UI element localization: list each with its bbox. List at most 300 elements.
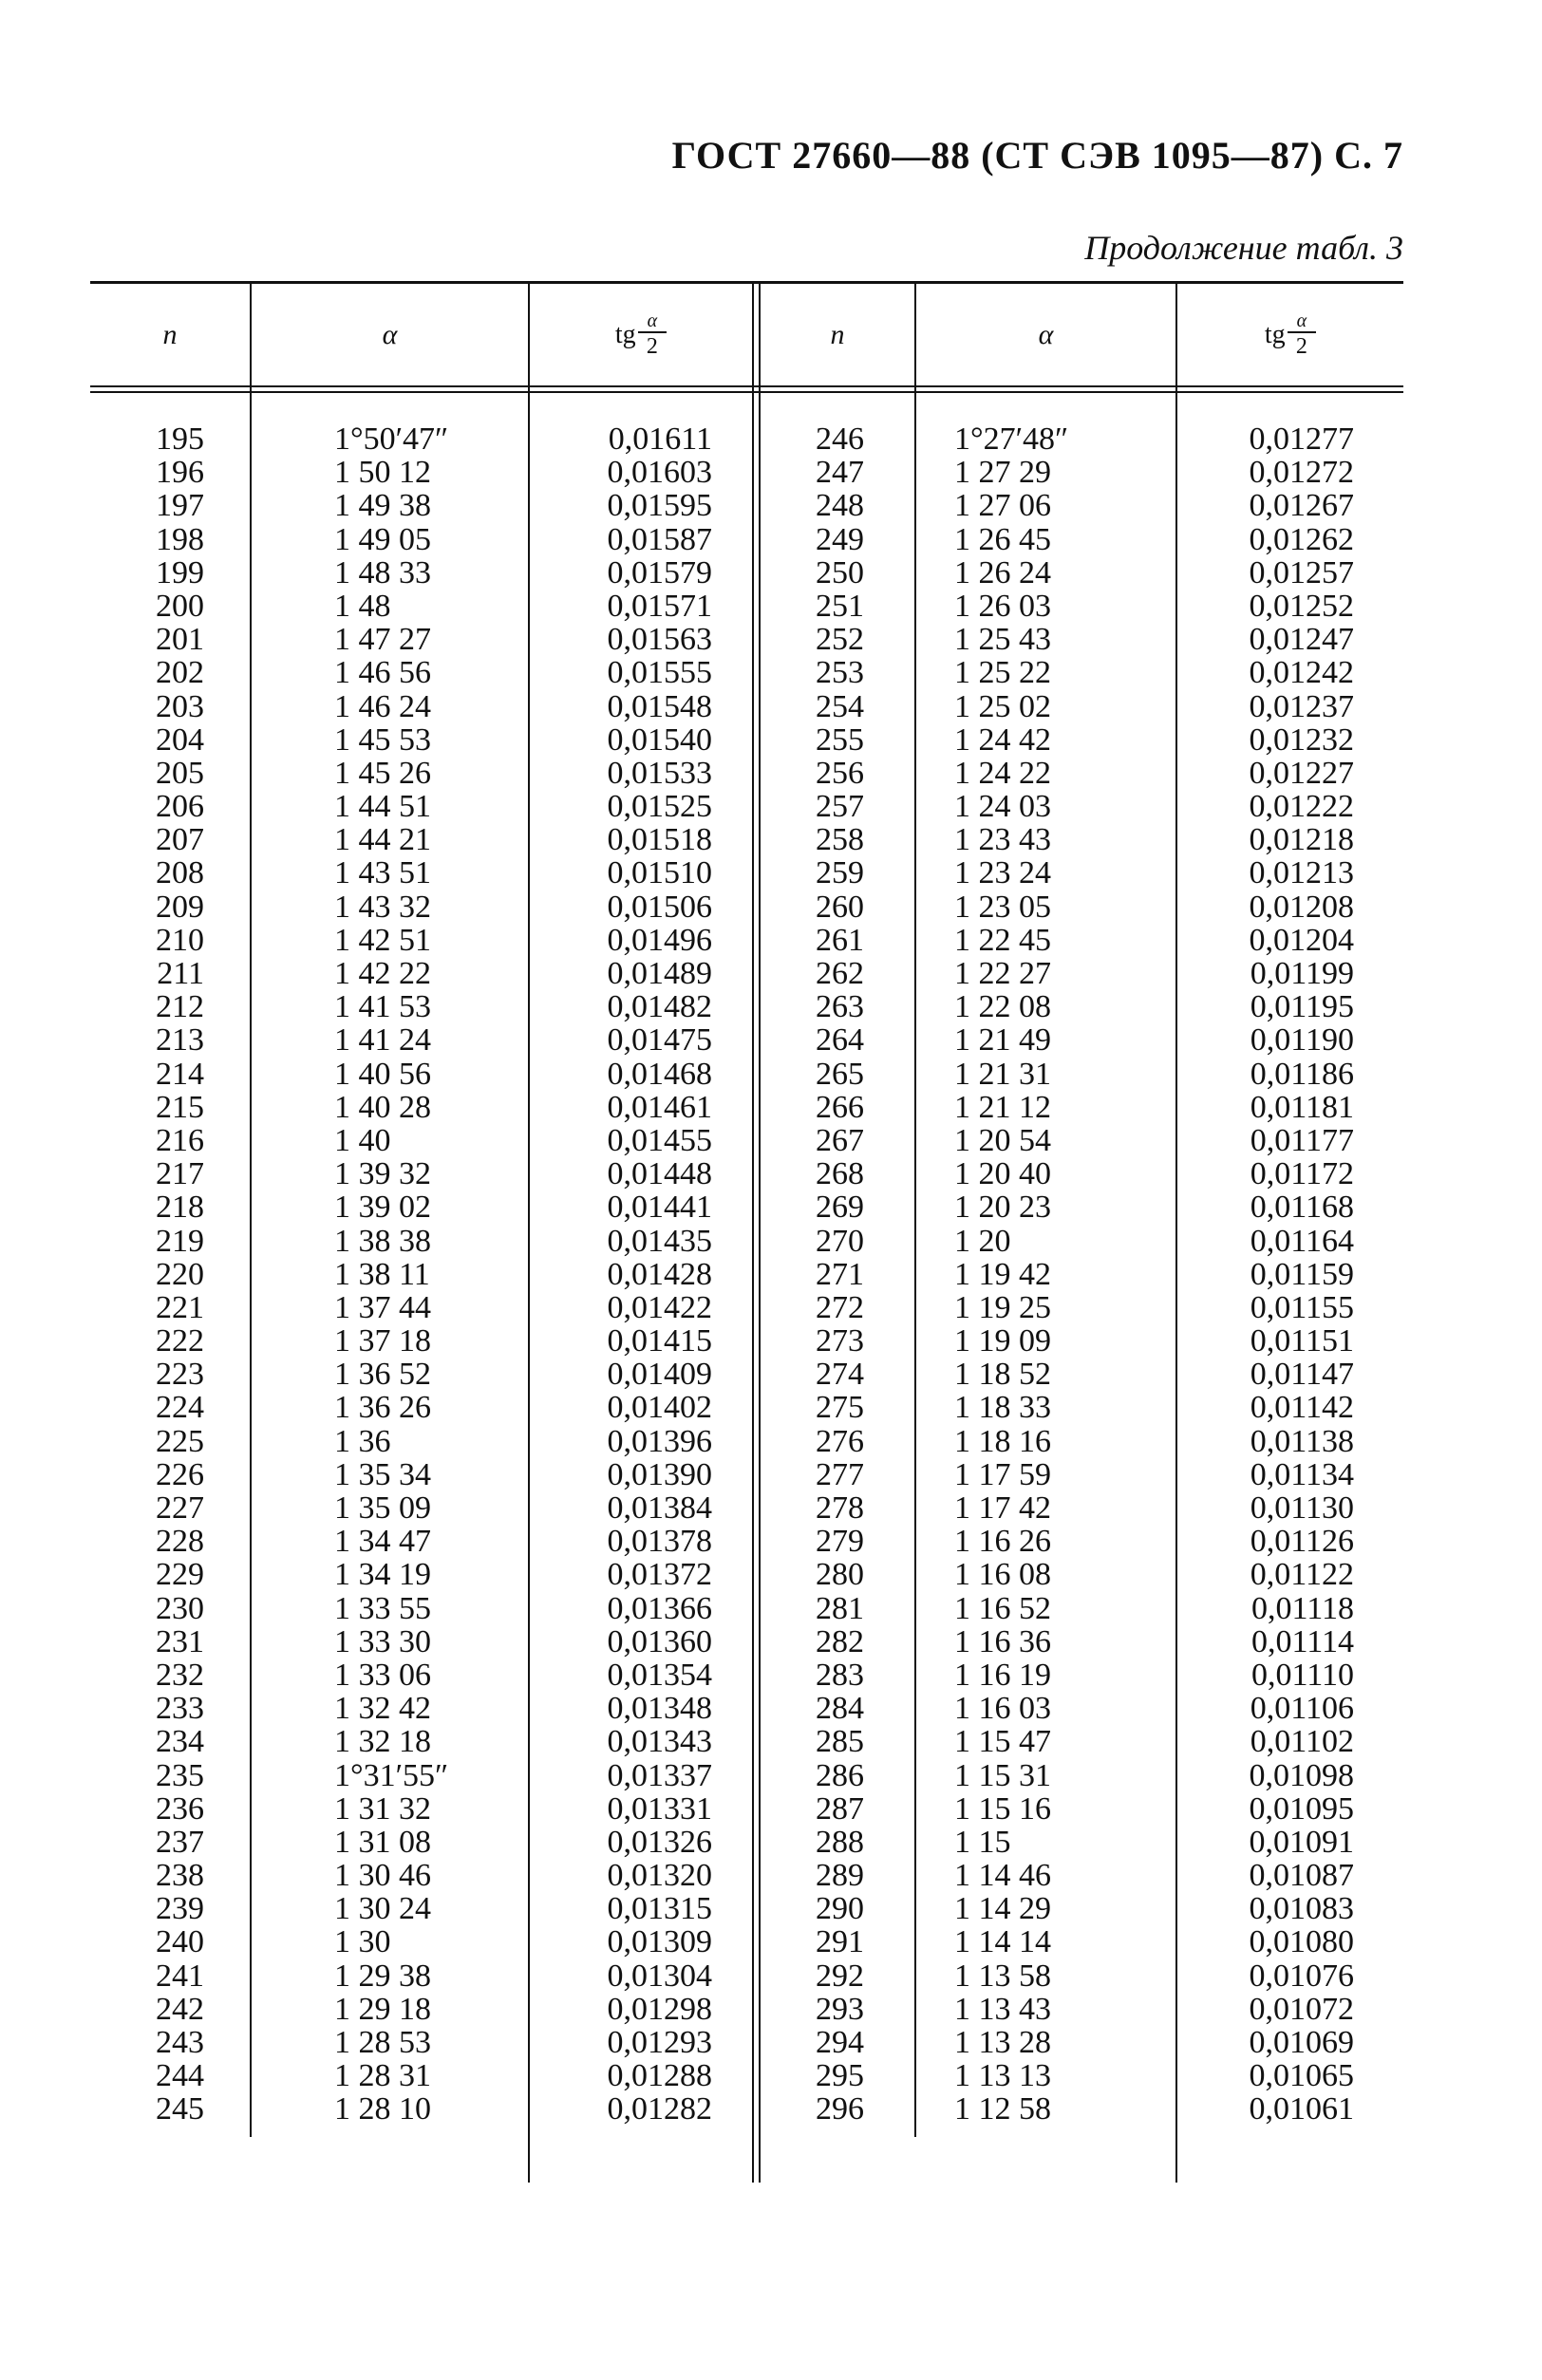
table-cell: 0,01343 bbox=[607, 1724, 712, 1760]
table-cell: 1 39 02 bbox=[334, 1190, 431, 1226]
table-cell: 244 bbox=[156, 2058, 204, 2094]
table-cell: 290 bbox=[816, 1891, 864, 1927]
table-cell: 0,01080 bbox=[1249, 1924, 1354, 1960]
table-cell: 210 bbox=[156, 922, 204, 958]
table-cell: 1 18 16 bbox=[954, 1423, 1051, 1459]
table-cell: 280 bbox=[816, 1557, 864, 1593]
table-cell: 198 bbox=[156, 521, 204, 557]
table-cell: 218 bbox=[156, 1190, 204, 1226]
table-cell: 0,01293 bbox=[607, 2025, 712, 2060]
table-cell: 0,01065 bbox=[1249, 2058, 1354, 2094]
table-cell: 1 46 56 bbox=[334, 655, 431, 691]
table-cell: 0,01337 bbox=[607, 1757, 712, 1793]
table-cell: 0,01138 bbox=[1250, 1423, 1354, 1459]
table-cell: 276 bbox=[816, 1423, 864, 1459]
table-cell: 1 26 24 bbox=[954, 554, 1051, 590]
table-cell: 259 bbox=[816, 855, 864, 891]
table-cell: 1 41 53 bbox=[334, 989, 431, 1025]
table-cell: 203 bbox=[156, 688, 204, 724]
table-cell: 1 34 19 bbox=[334, 1557, 431, 1593]
table-cell: 1 13 13 bbox=[954, 2058, 1051, 2094]
table-cell: 213 bbox=[156, 1022, 204, 1059]
table-cell: 220 bbox=[156, 1256, 204, 1292]
table-cell: 0,01603 bbox=[607, 455, 712, 491]
table-cell: 1 22 27 bbox=[954, 956, 1051, 991]
table-cell: 0,01222 bbox=[1249, 789, 1354, 825]
table-cell: 229 bbox=[156, 1557, 204, 1593]
table-cell: 294 bbox=[816, 2025, 864, 2060]
table-cell: 258 bbox=[816, 822, 864, 858]
table-cell: 1 37 18 bbox=[334, 1323, 431, 1359]
table-cell: 0,01441 bbox=[607, 1190, 712, 1226]
table-cell: 0,01378 bbox=[607, 1524, 712, 1560]
table-cell: 0,01525 bbox=[607, 789, 712, 825]
table-cell: 1 23 05 bbox=[954, 889, 1051, 925]
table-cell: 281 bbox=[816, 1590, 864, 1626]
table-cell: 206 bbox=[156, 789, 204, 825]
table-cell: 270 bbox=[816, 1223, 864, 1259]
table-cell: 251 bbox=[816, 588, 864, 624]
table-cell: 1 28 53 bbox=[334, 2025, 431, 2060]
table-cell: 295 bbox=[816, 2058, 864, 2094]
table-cell: 0,01155 bbox=[1250, 1289, 1354, 1325]
table-cell: 1 18 52 bbox=[954, 1357, 1051, 1393]
table-cell: 0,01298 bbox=[607, 1991, 712, 2027]
table-cell: 0,01186 bbox=[1250, 1056, 1354, 1092]
table-cell: 204 bbox=[156, 721, 204, 758]
table-center-divider bbox=[752, 284, 754, 2183]
table-cell: 0,01126 bbox=[1250, 1524, 1354, 1560]
table-cell: 1 38 11 bbox=[334, 1256, 430, 1292]
table-cell: 196 bbox=[156, 455, 204, 491]
table-cell: 0,01448 bbox=[607, 1156, 712, 1192]
table-cell: 0,01533 bbox=[607, 755, 712, 791]
table-cell: 0,01267 bbox=[1249, 488, 1354, 524]
table-cell: 0,01227 bbox=[1249, 755, 1354, 791]
table-cell: 252 bbox=[816, 622, 864, 658]
table-cell: 1 16 26 bbox=[954, 1524, 1051, 1560]
table-cell: 249 bbox=[816, 521, 864, 557]
table-cell: 1 20 54 bbox=[954, 1122, 1051, 1158]
table-cell: 228 bbox=[156, 1524, 204, 1560]
column-tg-left bbox=[532, 422, 712, 2127]
table-cell: 274 bbox=[816, 1357, 864, 1393]
table-cell: 1 13 58 bbox=[954, 1958, 1051, 1994]
table-cell: 1 28 31 bbox=[334, 2058, 431, 2094]
table-cell: 254 bbox=[816, 688, 864, 724]
table-cell: 1 22 45 bbox=[954, 922, 1051, 958]
table-cell: 1 17 42 bbox=[954, 1490, 1051, 1526]
table-cell: 0,01218 bbox=[1249, 822, 1354, 858]
table-cell: 0,01213 bbox=[1249, 855, 1354, 891]
table-cell: 0,01106 bbox=[1250, 1691, 1354, 1727]
table-cell: 288 bbox=[816, 1824, 864, 1860]
table-cell: 0,01304 bbox=[607, 1958, 712, 1994]
table-cell: 0,01331 bbox=[607, 1790, 712, 1827]
table-cell: 0,01595 bbox=[607, 488, 712, 524]
table-cell: 278 bbox=[816, 1490, 864, 1526]
table-cell: 0,01482 bbox=[607, 989, 712, 1025]
table-cell: 0,01468 bbox=[607, 1056, 712, 1092]
table-cell: 1 13 43 bbox=[954, 1991, 1051, 2027]
table-cell: 1 37 44 bbox=[334, 1289, 431, 1325]
table-cell: 0,01372 bbox=[607, 1557, 712, 1593]
table-cell: 216 bbox=[156, 1122, 204, 1158]
column-n-left bbox=[90, 422, 204, 2127]
table-cell: 1 21 31 bbox=[954, 1056, 1051, 1092]
table-cell: 0,01282 bbox=[607, 2091, 712, 2127]
table-cell: 1 15 bbox=[954, 1824, 1011, 1860]
table-cell: 1 45 26 bbox=[334, 755, 431, 791]
table-cell: 266 bbox=[816, 1089, 864, 1125]
table-cell: 1 30 24 bbox=[334, 1891, 431, 1927]
table-cell: 1 16 19 bbox=[954, 1657, 1051, 1693]
table-cell: 241 bbox=[156, 1958, 204, 1994]
table-cell: 212 bbox=[156, 989, 204, 1025]
table-cell: 1 14 29 bbox=[954, 1891, 1051, 1927]
table-cell: 207 bbox=[156, 822, 204, 858]
table-cell: 0,01428 bbox=[607, 1256, 712, 1292]
table-cell: 1 49 38 bbox=[334, 488, 431, 524]
table-cell: 263 bbox=[816, 989, 864, 1025]
table-cell: 222 bbox=[156, 1323, 204, 1359]
table-cell: 0,01320 bbox=[607, 1858, 712, 1894]
table-cell: 215 bbox=[156, 1089, 204, 1125]
table-cell: 0,01095 bbox=[1249, 1790, 1354, 1827]
table-cell: 293 bbox=[816, 1991, 864, 2027]
table-cell: 0,01571 bbox=[607, 588, 712, 624]
table-cell: 0,01309 bbox=[607, 1924, 712, 1960]
table-cell: 208 bbox=[156, 855, 204, 891]
table-cell: 1 12 58 bbox=[954, 2091, 1051, 2127]
table-cell: 1 46 24 bbox=[334, 688, 431, 724]
table-cell: 1 40 56 bbox=[334, 1056, 431, 1092]
table-cell: 1 36 26 bbox=[334, 1390, 431, 1426]
table-cell: 0,01555 bbox=[607, 655, 712, 691]
table-cell: 1 44 21 bbox=[334, 822, 431, 858]
table-cell: 269 bbox=[816, 1190, 864, 1226]
column-divider bbox=[914, 284, 916, 2137]
table-cell: 0,01506 bbox=[607, 889, 712, 925]
table-cell: 1 23 43 bbox=[954, 822, 1051, 858]
table-cell: 1 16 36 bbox=[954, 1623, 1051, 1659]
table-cell: 239 bbox=[156, 1891, 204, 1927]
table-cell: 1 25 43 bbox=[954, 622, 1051, 658]
table-cell: 0,01172 bbox=[1250, 1156, 1354, 1192]
column-alpha-left bbox=[334, 422, 543, 2127]
table-cell: 1 48 bbox=[334, 588, 391, 624]
table-cell: 1 24 03 bbox=[954, 789, 1051, 825]
table-cell: 1 49 05 bbox=[334, 521, 431, 557]
header-n-left: n bbox=[162, 318, 178, 350]
table-cell: 0,01587 bbox=[607, 521, 712, 557]
table-cell: 291 bbox=[816, 1924, 864, 1960]
table-cell: 0,01252 bbox=[1249, 588, 1354, 624]
table-cell: 1 31 08 bbox=[334, 1824, 431, 1860]
table-cell: 0,01384 bbox=[607, 1490, 712, 1526]
table-cell: 247 bbox=[816, 455, 864, 491]
header-n-right: n bbox=[830, 318, 845, 350]
table-cell: 1 34 47 bbox=[334, 1524, 431, 1560]
table-cell: 242 bbox=[156, 1991, 204, 2027]
table-cell: 0,01190 bbox=[1250, 1022, 1354, 1059]
table-cell: 236 bbox=[156, 1790, 204, 1827]
table-cell: 253 bbox=[816, 655, 864, 691]
table-cell: 1 22 08 bbox=[954, 989, 1051, 1025]
table-cell: 1 19 09 bbox=[954, 1323, 1051, 1359]
table-cell: 1 29 18 bbox=[334, 1991, 431, 2027]
table-cell: 0,01122 bbox=[1250, 1557, 1354, 1593]
table-cell: 1 33 06 bbox=[334, 1657, 431, 1693]
table-cell: 1 14 46 bbox=[954, 1858, 1051, 1894]
table-cell: 0,01177 bbox=[1250, 1122, 1354, 1158]
table-cell: 243 bbox=[156, 2025, 204, 2060]
table-cell: 0,01496 bbox=[607, 922, 712, 958]
table-cell: 245 bbox=[156, 2091, 204, 2127]
table-cell: 255 bbox=[816, 721, 864, 758]
table-cell: 267 bbox=[816, 1122, 864, 1158]
table-cell: 1 24 22 bbox=[954, 755, 1051, 791]
table-cell: 0,01159 bbox=[1250, 1256, 1354, 1292]
table-cell: 234 bbox=[156, 1724, 204, 1760]
table-cell: 265 bbox=[816, 1056, 864, 1092]
table-cell: 246 bbox=[816, 422, 864, 457]
table-cell: 230 bbox=[156, 1590, 204, 1626]
table-cell: 1 47 27 bbox=[334, 622, 431, 658]
table-cell: 283 bbox=[816, 1657, 864, 1693]
table-cell: 214 bbox=[156, 1056, 204, 1092]
table-cell: 1 19 42 bbox=[954, 1256, 1051, 1292]
table-cell: 0,01069 bbox=[1249, 2025, 1354, 2060]
table-cell: 296 bbox=[816, 2091, 864, 2127]
table-cell: 0,01409 bbox=[607, 1357, 712, 1393]
table-cell: 1 32 18 bbox=[334, 1724, 431, 1760]
table-cell: 1 36 bbox=[334, 1423, 391, 1459]
table-cell: 1 21 49 bbox=[954, 1022, 1051, 1059]
table-cell: 1 16 52 bbox=[954, 1590, 1051, 1626]
table-cell: 0,01422 bbox=[607, 1289, 712, 1325]
table-cell: 1 42 22 bbox=[334, 956, 431, 991]
table-cell: 1 39 32 bbox=[334, 1156, 431, 1192]
table-cell: 0,01366 bbox=[607, 1590, 712, 1626]
table-cell: 0,01130 bbox=[1250, 1490, 1354, 1526]
table-cell: 289 bbox=[816, 1858, 864, 1894]
table-cell: 1 33 30 bbox=[334, 1623, 431, 1659]
table-cell: 0,01548 bbox=[607, 688, 712, 724]
table-cell: 201 bbox=[156, 622, 204, 658]
table-cell: 0,01061 bbox=[1249, 2091, 1354, 2127]
table-cell: 209 bbox=[156, 889, 204, 925]
table-cell: 1 30 bbox=[334, 1924, 391, 1960]
table-cell: 1 43 51 bbox=[334, 855, 431, 891]
table-cell: 1 13 28 bbox=[954, 2025, 1051, 2060]
table-cell: 273 bbox=[816, 1323, 864, 1359]
header-rule bbox=[90, 385, 1403, 387]
table-cell: 1 36 52 bbox=[334, 1357, 431, 1393]
table-cell: 0,01563 bbox=[607, 622, 712, 658]
table-cell: 1 25 22 bbox=[954, 655, 1051, 691]
table-cell: 0,01262 bbox=[1249, 521, 1354, 557]
table-cell: 0,01390 bbox=[607, 1456, 712, 1492]
table-cell: 0,01164 bbox=[1250, 1223, 1354, 1259]
table-cell: 279 bbox=[816, 1524, 864, 1560]
table-continuation-label: Продолжение табл. 3 bbox=[1084, 229, 1403, 267]
table-cell: 0,01083 bbox=[1249, 1891, 1354, 1927]
column-divider bbox=[1175, 284, 1177, 2183]
table-cell: 1°27′48″ bbox=[954, 422, 1069, 457]
table-cell: 1 18 33 bbox=[954, 1390, 1051, 1426]
table-cell: 287 bbox=[816, 1790, 864, 1827]
table-cell: 238 bbox=[156, 1858, 204, 1894]
table-cell: 1 38 38 bbox=[334, 1223, 431, 1259]
table-cell: 0,01118 bbox=[1251, 1590, 1354, 1626]
table-cell: 1°50′47″ bbox=[334, 422, 449, 457]
table-cell: 264 bbox=[816, 1022, 864, 1059]
table-cell: 1 16 03 bbox=[954, 1691, 1051, 1727]
table-cell: 1 20 40 bbox=[954, 1156, 1051, 1192]
table-cell: 1 20 23 bbox=[954, 1190, 1051, 1226]
table-cell: 0,01348 bbox=[607, 1691, 712, 1727]
column-tg-right bbox=[1187, 422, 1354, 2127]
table-cell: 260 bbox=[816, 889, 864, 925]
table-cell: 0,01204 bbox=[1249, 922, 1354, 958]
table-cell: 0,01072 bbox=[1249, 1991, 1354, 2027]
table-cell: 0,01195 bbox=[1250, 989, 1354, 1025]
page-title: ГОСТ 27660—88 (СТ СЭВ 1095—87) С. 7 bbox=[671, 134, 1403, 177]
table-cell: 0,01272 bbox=[1249, 455, 1354, 491]
table-cell: 257 bbox=[816, 789, 864, 825]
table-cell: 197 bbox=[156, 488, 204, 524]
table-cell: 0,01147 bbox=[1250, 1357, 1354, 1393]
table-cell: 199 bbox=[156, 554, 204, 590]
table-cell: 1 15 16 bbox=[954, 1790, 1051, 1827]
table-cell: 1 44 51 bbox=[334, 789, 431, 825]
table-cell: 0,01461 bbox=[607, 1089, 712, 1125]
table-cell: 0,01110 bbox=[1251, 1657, 1354, 1693]
table-cell: 1 26 45 bbox=[954, 521, 1051, 557]
table-cell: 205 bbox=[156, 755, 204, 791]
table-cell: 0,01087 bbox=[1249, 1858, 1354, 1894]
table-cell: 262 bbox=[816, 956, 864, 991]
table-cell: 0,01475 bbox=[607, 1022, 712, 1059]
table-cell: 0,01326 bbox=[607, 1824, 712, 1860]
table-cell: 275 bbox=[816, 1390, 864, 1426]
header-alpha-left: α bbox=[382, 318, 398, 350]
table-cell: 1 27 29 bbox=[954, 455, 1051, 491]
table-cell: 1 19 25 bbox=[954, 1289, 1051, 1325]
table-cell: 1 32 42 bbox=[334, 1691, 431, 1727]
table-cell: 0,01611 bbox=[608, 422, 712, 457]
table-cell: 286 bbox=[816, 1757, 864, 1793]
table-cell: 1 35 09 bbox=[334, 1490, 431, 1526]
table-cell: 1 25 02 bbox=[954, 688, 1051, 724]
table-cell: 226 bbox=[156, 1456, 204, 1492]
table-cell: 1 40 28 bbox=[334, 1089, 431, 1125]
table-cell: 0,01237 bbox=[1249, 688, 1354, 724]
table-cell: 1 45 53 bbox=[334, 721, 431, 758]
table-cell: 0,01277 bbox=[1249, 422, 1354, 457]
table-cell: 0,01232 bbox=[1249, 721, 1354, 758]
table-cell: 231 bbox=[156, 1623, 204, 1659]
table-cell: 0,01354 bbox=[607, 1657, 712, 1693]
table-cell: 217 bbox=[156, 1156, 204, 1192]
table-cell: 0,01142 bbox=[1250, 1390, 1354, 1426]
table-cell: 0,01168 bbox=[1250, 1190, 1354, 1226]
table-cell: 0,01257 bbox=[1249, 554, 1354, 590]
table-cell: 1 48 33 bbox=[334, 554, 431, 590]
table-cell: 224 bbox=[156, 1390, 204, 1426]
table-cell: 232 bbox=[156, 1657, 204, 1693]
table-cell: 261 bbox=[816, 922, 864, 958]
table-cell: 284 bbox=[816, 1691, 864, 1727]
table-cell: 0,01288 bbox=[607, 2058, 712, 2094]
table-cell: 237 bbox=[156, 1824, 204, 1860]
table-cell: 202 bbox=[156, 655, 204, 691]
table-cell: 1 29 38 bbox=[334, 1958, 431, 1994]
table-cell: 1 50 12 bbox=[334, 455, 431, 491]
table-cell: 0,01510 bbox=[607, 855, 712, 891]
table-cell: 1 42 51 bbox=[334, 922, 431, 958]
table-cell: 1 21 12 bbox=[954, 1089, 1051, 1125]
table-cell: 271 bbox=[816, 1256, 864, 1292]
table-cell: 292 bbox=[816, 1958, 864, 1994]
table-cell: 211 bbox=[157, 956, 204, 991]
table-cell: 0,01360 bbox=[607, 1623, 712, 1659]
table-cell: 0,01402 bbox=[607, 1390, 712, 1426]
table-cell: 0,01091 bbox=[1249, 1824, 1354, 1860]
table-cell: 235 bbox=[156, 1757, 204, 1793]
header-tg-left: tg $\frac{\alpha}{2}$ bbox=[530, 284, 752, 385]
table-cell: 272 bbox=[816, 1289, 864, 1325]
table-cell: 233 bbox=[156, 1691, 204, 1727]
table-cell: 0,01518 bbox=[607, 822, 712, 858]
table-cell: 0,01579 bbox=[607, 554, 712, 590]
table-cell: 248 bbox=[816, 488, 864, 524]
table-cell: 0,01199 bbox=[1250, 956, 1354, 991]
table-cell: 0,01076 bbox=[1249, 1958, 1354, 1994]
table-cell: 282 bbox=[816, 1623, 864, 1659]
table-cell: 1 15 31 bbox=[954, 1757, 1051, 1793]
table-cell: 0,01242 bbox=[1249, 655, 1354, 691]
table-cell: 1 27 06 bbox=[954, 488, 1051, 524]
table-cell: 1 15 47 bbox=[954, 1724, 1051, 1760]
table-cell: 0,01151 bbox=[1250, 1323, 1354, 1359]
table-cell: 1 23 24 bbox=[954, 855, 1051, 891]
header-rule-double bbox=[90, 391, 1403, 393]
table-cell: 277 bbox=[816, 1456, 864, 1492]
table-cell: 227 bbox=[156, 1490, 204, 1526]
table-cell: 1 40 bbox=[334, 1122, 391, 1158]
table-cell: 285 bbox=[816, 1724, 864, 1760]
table-cell: 0,01315 bbox=[607, 1891, 712, 1927]
table-cell: 1 14 14 bbox=[954, 1924, 1051, 1960]
table-cell: 1 35 34 bbox=[334, 1456, 431, 1492]
table-cell: 0,01134 bbox=[1250, 1456, 1354, 1492]
column-alpha-right bbox=[954, 422, 1163, 2127]
table-cell: 0,01435 bbox=[607, 1223, 712, 1259]
table-cell: 0,01540 bbox=[607, 721, 712, 758]
table-cell: 0,01098 bbox=[1249, 1757, 1354, 1793]
table-cell: 1 20 bbox=[954, 1223, 1011, 1259]
table-cell: 240 bbox=[156, 1924, 204, 1960]
table-cell: 0,01247 bbox=[1249, 622, 1354, 658]
table-cell: 0,01396 bbox=[607, 1423, 712, 1459]
table-cell: 1 17 59 bbox=[954, 1456, 1051, 1492]
column-n-right bbox=[760, 422, 864, 2127]
table-cell: 1 24 42 bbox=[954, 721, 1051, 758]
table-cell: 195 bbox=[156, 422, 204, 457]
header-tg-right: tg $\frac{\alpha}{2}$ bbox=[1177, 284, 1403, 385]
